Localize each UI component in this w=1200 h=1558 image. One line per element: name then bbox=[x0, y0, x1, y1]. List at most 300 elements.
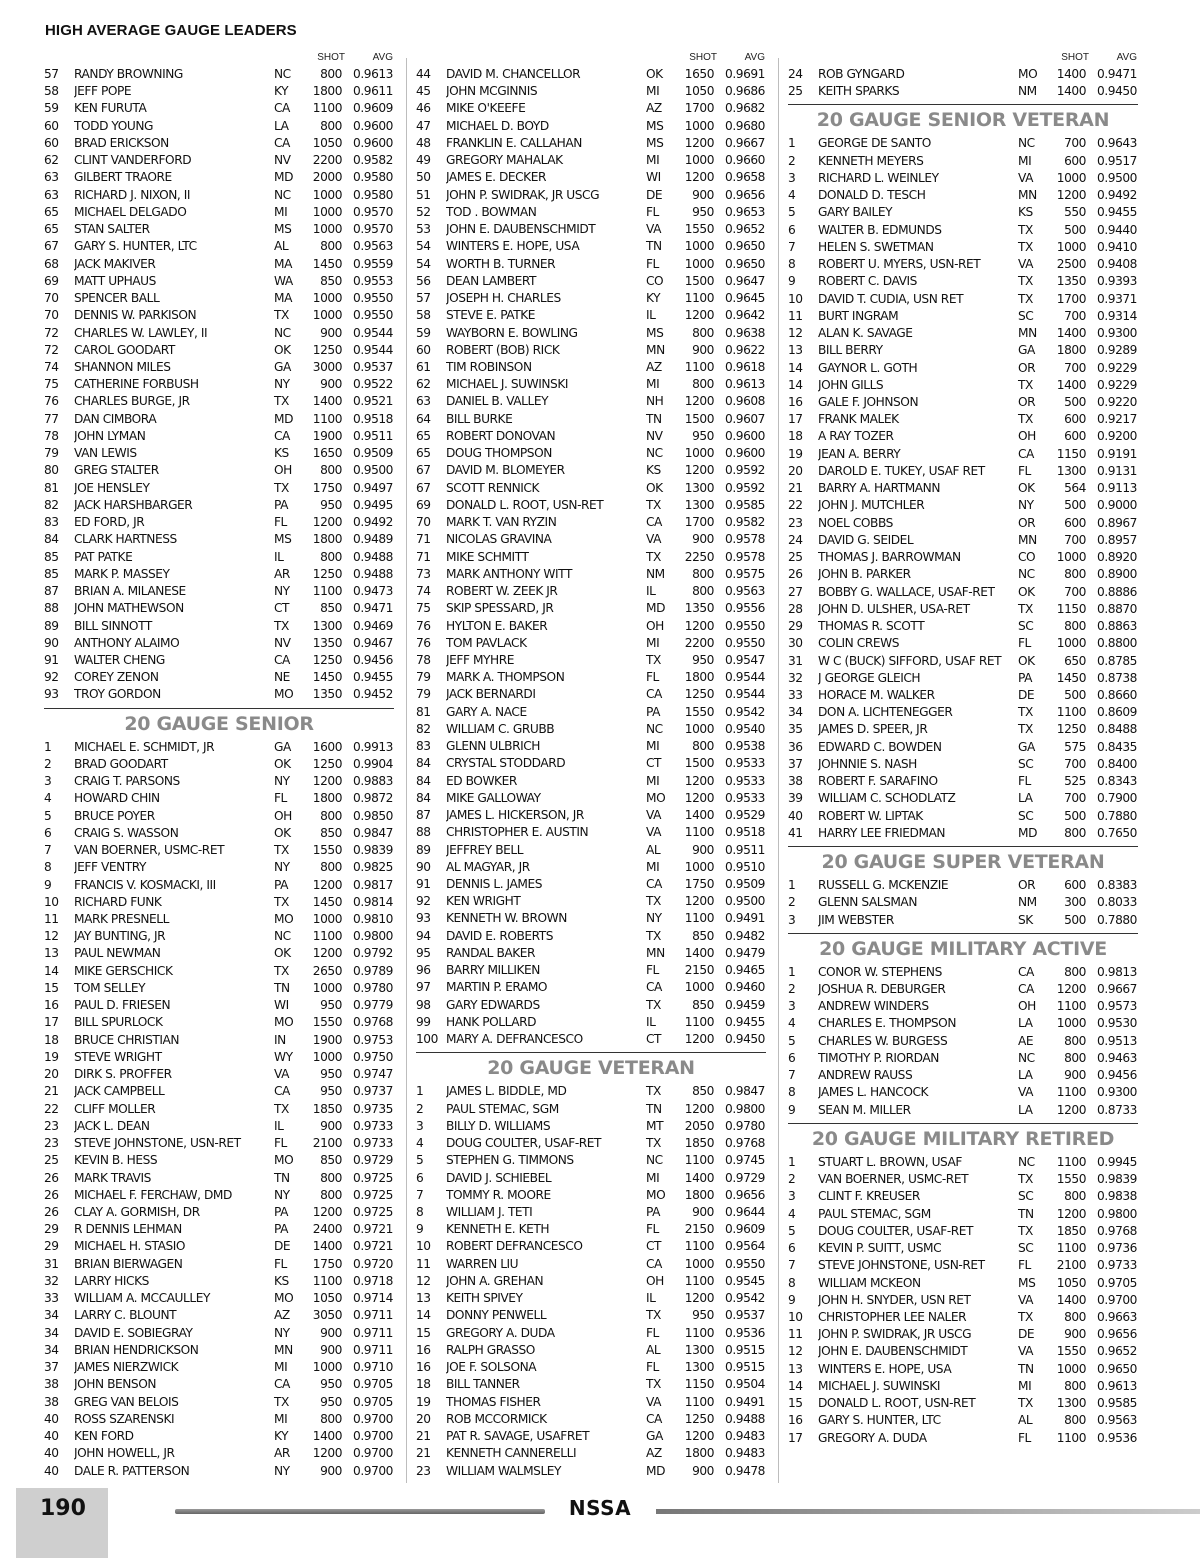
leader-row bbox=[416, 1445, 766, 1462]
leader-row bbox=[788, 549, 1138, 566]
shooter-name: KENNETH MEYERS bbox=[818, 153, 924, 168]
targets-shot: 1100 bbox=[1056, 1241, 1086, 1256]
leader-row bbox=[788, 273, 1138, 290]
average: 0.9570 bbox=[353, 222, 393, 237]
average: 0.9200 bbox=[1097, 429, 1137, 444]
rank: 2 bbox=[788, 895, 796, 910]
targets-shot: 1100 bbox=[1056, 1154, 1086, 1169]
leader-row bbox=[788, 1154, 1138, 1171]
shooter-name: ROBERT F. SARAFINO bbox=[818, 774, 938, 789]
shooter-name: MARK A. THOMPSON bbox=[446, 670, 565, 685]
shooter-name: RANDAL BAKER bbox=[446, 945, 536, 960]
state: AL bbox=[274, 239, 289, 254]
average: 0.9550 bbox=[725, 618, 765, 633]
state: VA bbox=[646, 808, 661, 823]
leader-row bbox=[416, 152, 766, 169]
average: 0.9600 bbox=[725, 428, 765, 443]
average: 0.9229 bbox=[1097, 377, 1137, 392]
leader-row bbox=[416, 583, 766, 600]
state: TX bbox=[1018, 274, 1033, 289]
average: 0.8033 bbox=[1097, 895, 1137, 910]
state: MI bbox=[274, 204, 288, 219]
leader-row bbox=[788, 1275, 1138, 1292]
rank: 1 bbox=[788, 964, 796, 979]
shot-header: SHOT bbox=[689, 52, 717, 63]
leader-row bbox=[416, 342, 766, 359]
average: 0.9585 bbox=[725, 497, 765, 512]
shooter-name: DOUG THOMPSON bbox=[446, 446, 552, 461]
state: GA bbox=[274, 359, 291, 374]
shooter-name: JOHN E. DAUBENSCHMIDT bbox=[446, 222, 596, 237]
targets-shot: 800 bbox=[692, 584, 714, 599]
targets-shot: 1800 bbox=[1056, 343, 1086, 358]
rank: 9 bbox=[788, 1102, 796, 1117]
targets-shot: 700 bbox=[1064, 360, 1086, 375]
leader-row bbox=[44, 273, 394, 290]
leader-row bbox=[44, 1411, 394, 1428]
targets-shot: 1100 bbox=[1056, 705, 1086, 720]
shooter-name: STEVE JOHNSTONE, USN-RET bbox=[74, 1136, 241, 1151]
leader-section bbox=[44, 708, 394, 1480]
rank: 84 bbox=[416, 756, 431, 771]
leader-row bbox=[44, 790, 394, 807]
shooter-name: ED BOWKER bbox=[446, 773, 517, 788]
average: 0.8863 bbox=[1097, 619, 1137, 634]
average: 0.9550 bbox=[353, 308, 393, 323]
rank: 62 bbox=[44, 153, 59, 168]
shooter-name: MARTIN P. ERAMO bbox=[446, 980, 548, 995]
leader-row bbox=[788, 756, 1138, 773]
state: MO bbox=[274, 687, 294, 702]
average: 0.9729 bbox=[725, 1170, 765, 1185]
leader-row bbox=[788, 394, 1138, 411]
average: 0.9471 bbox=[353, 601, 393, 616]
column-divider bbox=[406, 58, 407, 1483]
targets-shot: 900 bbox=[320, 377, 342, 392]
leader-row bbox=[44, 1290, 394, 1307]
shooter-name: JOHN HOWELL, JR bbox=[74, 1446, 175, 1461]
leader-row bbox=[44, 859, 394, 876]
targets-shot: 1100 bbox=[684, 1239, 714, 1254]
average: 0.9705 bbox=[353, 1377, 393, 1392]
state: MI bbox=[274, 1411, 288, 1426]
average: 0.9542 bbox=[725, 1291, 765, 1306]
average: 0.8488 bbox=[1097, 722, 1137, 737]
state: NC bbox=[1018, 1050, 1035, 1065]
shooter-name: KENNETH CANNERELLI bbox=[446, 1446, 577, 1461]
leader-row bbox=[416, 273, 766, 290]
average: 0.9750 bbox=[353, 1049, 393, 1064]
state: NC bbox=[274, 929, 291, 944]
average: 0.8870 bbox=[1097, 601, 1137, 616]
state: OK bbox=[646, 480, 663, 495]
rank: 54 bbox=[416, 239, 431, 254]
rank: 81 bbox=[416, 704, 431, 719]
targets-shot: 600 bbox=[1064, 153, 1086, 168]
leader-row bbox=[788, 325, 1138, 342]
average: 0.9500 bbox=[353, 463, 393, 478]
leader-row bbox=[44, 497, 394, 514]
shooter-name: BARRY A. HARTMANN bbox=[818, 481, 941, 496]
rank: 1 bbox=[44, 739, 52, 754]
leader-row bbox=[416, 1359, 766, 1376]
shooter-name: MICHAEL E. SCHMIDT, JR bbox=[74, 739, 215, 754]
state: NY bbox=[274, 584, 290, 599]
avg-header: AVG bbox=[1116, 52, 1137, 63]
leader-row bbox=[416, 1411, 766, 1428]
leader-row bbox=[44, 1238, 394, 1255]
shooter-name: SPENCER BALL bbox=[74, 291, 160, 306]
leader-row bbox=[788, 825, 1138, 842]
leader-row bbox=[44, 221, 394, 238]
targets-shot: 850 bbox=[320, 1153, 342, 1168]
targets-shot: 1100 bbox=[312, 411, 342, 426]
targets-shot: 1100 bbox=[684, 1273, 714, 1288]
leader-row bbox=[416, 1307, 766, 1324]
state: NV bbox=[274, 635, 291, 650]
average: 0.9489 bbox=[353, 532, 393, 547]
shooter-name: STEVE WRIGHT bbox=[74, 1049, 162, 1064]
rank: 2 bbox=[788, 982, 796, 997]
targets-shot: 1000 bbox=[1056, 550, 1086, 565]
targets-shot: 900 bbox=[1064, 1068, 1086, 1083]
leader-row bbox=[416, 1101, 766, 1118]
state: NC bbox=[274, 325, 291, 340]
average: 0.9800 bbox=[353, 929, 393, 944]
rank: 93 bbox=[416, 911, 431, 926]
leader-row bbox=[416, 618, 766, 635]
state: GA bbox=[274, 739, 291, 754]
state: PA bbox=[646, 1205, 661, 1219]
targets-shot: 1850 bbox=[1056, 1223, 1086, 1238]
average: 0.9456 bbox=[353, 652, 393, 667]
average: 0.8343 bbox=[1097, 774, 1137, 789]
leader-row bbox=[44, 238, 394, 255]
targets-shot: 1200 bbox=[312, 946, 342, 961]
targets-shot: 1300 bbox=[312, 618, 342, 633]
state: VA bbox=[646, 1394, 661, 1409]
targets-shot: 800 bbox=[1064, 1413, 1086, 1428]
state: DE bbox=[646, 187, 663, 202]
shooter-name: FRANKLIN E. CALLAHAN bbox=[446, 135, 582, 150]
shooter-name: ROSS SZARENSKI bbox=[74, 1411, 175, 1426]
leader-row bbox=[416, 514, 766, 531]
rank: 20 bbox=[416, 1411, 431, 1426]
average: 0.9500 bbox=[725, 894, 765, 909]
leader-row bbox=[788, 463, 1138, 480]
average: 0.9667 bbox=[725, 135, 765, 150]
shooter-name: JOHN MATHEWSON bbox=[74, 601, 184, 616]
state: MI bbox=[646, 84, 660, 99]
shooter-name: JAMES L. HICKERSON, JR bbox=[446, 808, 584, 823]
page-title: HIGH AVERAGE GAUGE LEADERS bbox=[45, 22, 297, 39]
rank: 65 bbox=[416, 428, 431, 443]
rank: 10 bbox=[44, 894, 59, 909]
leader-row bbox=[44, 135, 394, 152]
rank: 84 bbox=[44, 532, 59, 547]
state: CA bbox=[274, 652, 290, 667]
leader-row bbox=[44, 169, 394, 186]
rank: 33 bbox=[44, 1291, 59, 1306]
leader-row bbox=[416, 1238, 766, 1255]
targets-shot: 950 bbox=[692, 428, 714, 443]
targets-shot: 1600 bbox=[312, 739, 342, 754]
average: 0.9220 bbox=[1097, 394, 1137, 409]
leader-row bbox=[416, 1463, 766, 1480]
leader-row bbox=[788, 998, 1138, 1015]
targets-shot: 850 bbox=[692, 997, 714, 1012]
shooter-name: VAN LEWIS bbox=[74, 446, 137, 461]
rank: 24 bbox=[788, 67, 803, 81]
targets-shot: 1700 bbox=[684, 515, 714, 530]
shooter-name: NOEL COBBS bbox=[818, 515, 893, 530]
targets-shot: 1550 bbox=[1056, 1344, 1086, 1359]
targets-shot: 1750 bbox=[684, 877, 714, 892]
leader-row bbox=[788, 739, 1138, 756]
average: 0.8900 bbox=[1097, 567, 1137, 582]
leader-row bbox=[44, 83, 394, 100]
leader-row bbox=[416, 1135, 766, 1152]
average: 0.9410 bbox=[1097, 239, 1137, 254]
rank: 7 bbox=[44, 843, 52, 858]
targets-shot: 1150 bbox=[1056, 446, 1086, 461]
targets-shot: 1750 bbox=[312, 480, 342, 495]
shooter-name: DEAN LAMBERT bbox=[446, 273, 537, 288]
rank: 94 bbox=[416, 928, 431, 943]
targets-shot: 1150 bbox=[684, 1377, 714, 1392]
state: FL bbox=[646, 670, 659, 685]
shooter-name: CRAIG T. PARSONS bbox=[74, 774, 180, 789]
state: MO bbox=[646, 1187, 666, 1202]
average: 0.9459 bbox=[725, 997, 765, 1012]
targets-shot: 800 bbox=[320, 118, 342, 133]
targets-shot: 1800 bbox=[684, 1446, 714, 1461]
state: FL bbox=[1018, 1430, 1031, 1445]
targets-shot: 600 bbox=[1064, 429, 1086, 444]
rank: 61 bbox=[416, 359, 431, 374]
shooter-name: JOE F. SOLSONA bbox=[446, 1360, 537, 1375]
targets-shot: 1550 bbox=[684, 704, 714, 719]
average: 0.9813 bbox=[1097, 964, 1137, 979]
leader-row bbox=[44, 531, 394, 548]
leader-row bbox=[416, 1376, 766, 1393]
shooter-name: TOD . BOWMAN bbox=[446, 204, 537, 219]
state: KS bbox=[274, 1273, 289, 1288]
targets-shot: 1100 bbox=[684, 1153, 714, 1168]
targets-shot: 700 bbox=[1064, 532, 1086, 547]
shooter-name: GREGORY A. DUDA bbox=[818, 1430, 927, 1445]
average: 0.9600 bbox=[353, 118, 393, 133]
average: 0.9510 bbox=[725, 859, 765, 874]
targets-shot: 1200 bbox=[684, 308, 714, 323]
leader-row bbox=[788, 790, 1138, 807]
average: 0.9536 bbox=[725, 1325, 765, 1340]
state: OH bbox=[1018, 429, 1036, 444]
state: CA bbox=[1018, 446, 1034, 461]
rank: 3 bbox=[44, 774, 52, 789]
rank: 95 bbox=[416, 945, 431, 960]
rank: 29 bbox=[788, 619, 803, 634]
rank: 3 bbox=[788, 170, 796, 185]
shot-header: SHOT bbox=[317, 52, 345, 63]
avg-header: AVG bbox=[372, 52, 393, 63]
state: MI bbox=[1018, 1378, 1032, 1393]
leader-row bbox=[788, 687, 1138, 704]
rank: 7 bbox=[788, 239, 796, 254]
targets-shot: 1100 bbox=[684, 291, 714, 306]
rank: 78 bbox=[44, 428, 59, 443]
average: 0.9511 bbox=[725, 842, 765, 857]
rank: 71 bbox=[416, 549, 431, 564]
shooter-name: GLENN ULBRICH bbox=[446, 739, 541, 754]
targets-shot: 800 bbox=[320, 1411, 342, 1426]
leader-row bbox=[44, 66, 394, 83]
state: NH bbox=[646, 394, 664, 409]
leader-row bbox=[416, 979, 766, 996]
rank: 1 bbox=[788, 878, 796, 893]
targets-shot: 1100 bbox=[1056, 1085, 1086, 1100]
targets-shot: 1700 bbox=[684, 101, 714, 116]
shooter-name: WALTER B. EDMUNDS bbox=[818, 222, 942, 237]
leader-row bbox=[788, 618, 1138, 635]
shooter-name: THOMAS R. SCOTT bbox=[818, 619, 925, 634]
targets-shot: 1400 bbox=[1056, 377, 1086, 392]
state: MI bbox=[1018, 153, 1032, 168]
state: MN bbox=[1018, 532, 1037, 547]
state: GA bbox=[646, 1429, 663, 1444]
shooter-name: PAUL STEMAC, SGM bbox=[446, 1101, 559, 1116]
header-spacer bbox=[44, 52, 315, 66]
leader-row bbox=[416, 824, 766, 841]
shooter-name: JOHN D. ULSHER, USA-RET bbox=[818, 601, 970, 616]
targets-shot: 900 bbox=[692, 187, 714, 202]
rank: 23 bbox=[788, 515, 803, 530]
average: 0.9529 bbox=[725, 808, 765, 823]
leader-row bbox=[44, 325, 394, 342]
rank: 20 bbox=[788, 463, 803, 478]
shooter-name: BILL SPURLOCK bbox=[74, 1015, 163, 1030]
targets-shot: 1200 bbox=[684, 1101, 714, 1116]
average: 0.9483 bbox=[725, 1429, 765, 1444]
state: IN bbox=[274, 1032, 286, 1047]
targets-shot: 800 bbox=[320, 1170, 342, 1185]
leader-row bbox=[788, 877, 1138, 894]
shooter-name: BILL SINNOTT bbox=[74, 618, 152, 633]
average: 0.9718 bbox=[353, 1273, 393, 1288]
rank: 30 bbox=[788, 636, 803, 651]
state: TX bbox=[646, 894, 661, 909]
targets-shot: 950 bbox=[320, 1067, 342, 1082]
state: IL bbox=[646, 308, 656, 323]
state: NM bbox=[1018, 895, 1037, 910]
shooter-name: RANDY BROWNING bbox=[74, 67, 183, 81]
targets-shot: 800 bbox=[692, 566, 714, 581]
targets-shot: 1200 bbox=[684, 1429, 714, 1444]
state: CA bbox=[274, 1084, 290, 1099]
targets-shot: 1100 bbox=[312, 584, 342, 599]
average: 0.9721 bbox=[353, 1222, 393, 1237]
average: 0.9393 bbox=[1097, 274, 1137, 289]
shooter-name: CHARLES BURGE, JR bbox=[74, 394, 190, 409]
state: TX bbox=[646, 497, 661, 512]
leader-row bbox=[44, 911, 394, 928]
shooter-name: JAMES L. HANCOCK bbox=[818, 1085, 929, 1100]
state: NY bbox=[1018, 498, 1034, 513]
average: 0.7900 bbox=[1097, 791, 1137, 806]
targets-shot: 575 bbox=[1064, 739, 1086, 754]
targets-shot: 1050 bbox=[1056, 1275, 1086, 1290]
average: 0.9644 bbox=[725, 1205, 765, 1219]
state: CA bbox=[274, 428, 290, 443]
average: 0.9780 bbox=[725, 1118, 765, 1133]
targets-shot: 2200 bbox=[684, 635, 714, 650]
shooter-name: DAVID E. SOBIEGRAY bbox=[74, 1325, 193, 1340]
average: 0.9652 bbox=[725, 222, 765, 237]
state: MO bbox=[646, 790, 666, 805]
targets-shot: 1250 bbox=[312, 342, 342, 357]
leader-row bbox=[416, 842, 766, 859]
shooter-name: DAROLD E. TUKEY, USAF RET bbox=[818, 463, 985, 478]
shooter-name: BILL BERRY bbox=[818, 343, 883, 358]
leader-row bbox=[416, 1290, 766, 1307]
shooter-name: DENNIS W. PARKISON bbox=[74, 308, 197, 323]
shooter-name: ANDREW RAUSS bbox=[818, 1068, 913, 1083]
state: NC bbox=[646, 721, 663, 736]
leader-row bbox=[416, 600, 766, 617]
state: CT bbox=[274, 601, 290, 616]
leader-row bbox=[788, 187, 1138, 204]
average: 0.9838 bbox=[1097, 1189, 1137, 1204]
shooter-name: ROBERT U. MYERS, USN-RET bbox=[818, 257, 981, 272]
targets-shot: 1300 bbox=[684, 1342, 714, 1357]
average: 0.9582 bbox=[353, 153, 393, 168]
state: TX bbox=[1018, 1223, 1033, 1238]
targets-shot: 1000 bbox=[684, 721, 714, 736]
average: 0.8738 bbox=[1097, 670, 1137, 685]
targets-shot: 1150 bbox=[1056, 601, 1086, 616]
shooter-name: MARK TRAVIS bbox=[74, 1170, 151, 1185]
shooter-name: ROBERT C. DAVIS bbox=[818, 274, 917, 289]
average: 0.9488 bbox=[725, 1411, 765, 1426]
state: FL bbox=[274, 1256, 287, 1271]
state: TX bbox=[646, 997, 661, 1012]
average: 0.9582 bbox=[725, 515, 765, 530]
shooter-name: BRIAN A. MILANESE bbox=[74, 584, 186, 599]
state: PA bbox=[274, 877, 289, 892]
average: 0.9191 bbox=[1097, 446, 1137, 461]
state: AL bbox=[1018, 1413, 1033, 1428]
shooter-name: STEVE JOHNSTONE, USN-RET bbox=[818, 1258, 985, 1273]
state: MN bbox=[274, 1342, 293, 1357]
state: PA bbox=[274, 497, 289, 512]
rank: 79 bbox=[44, 446, 59, 461]
state: NV bbox=[646, 428, 663, 443]
rank: 70 bbox=[416, 515, 431, 530]
average: 0.9533 bbox=[725, 756, 765, 771]
shooter-name: MICHAEL F. FERCHAW, DMD bbox=[74, 1187, 232, 1202]
leader-row bbox=[44, 411, 394, 428]
state: TX bbox=[1018, 377, 1033, 392]
shooter-name: GAYNOR L. GOTH bbox=[818, 360, 918, 375]
average: 0.9656 bbox=[725, 1187, 765, 1202]
targets-shot: 1550 bbox=[312, 843, 342, 858]
targets-shot: 800 bbox=[1064, 1378, 1086, 1393]
shooter-name: JEFFREY BELL bbox=[446, 842, 524, 857]
average: 0.9768 bbox=[353, 1015, 393, 1030]
rank: 40 bbox=[44, 1446, 59, 1461]
rank: 4 bbox=[44, 791, 52, 806]
state: DE bbox=[1018, 687, 1035, 702]
